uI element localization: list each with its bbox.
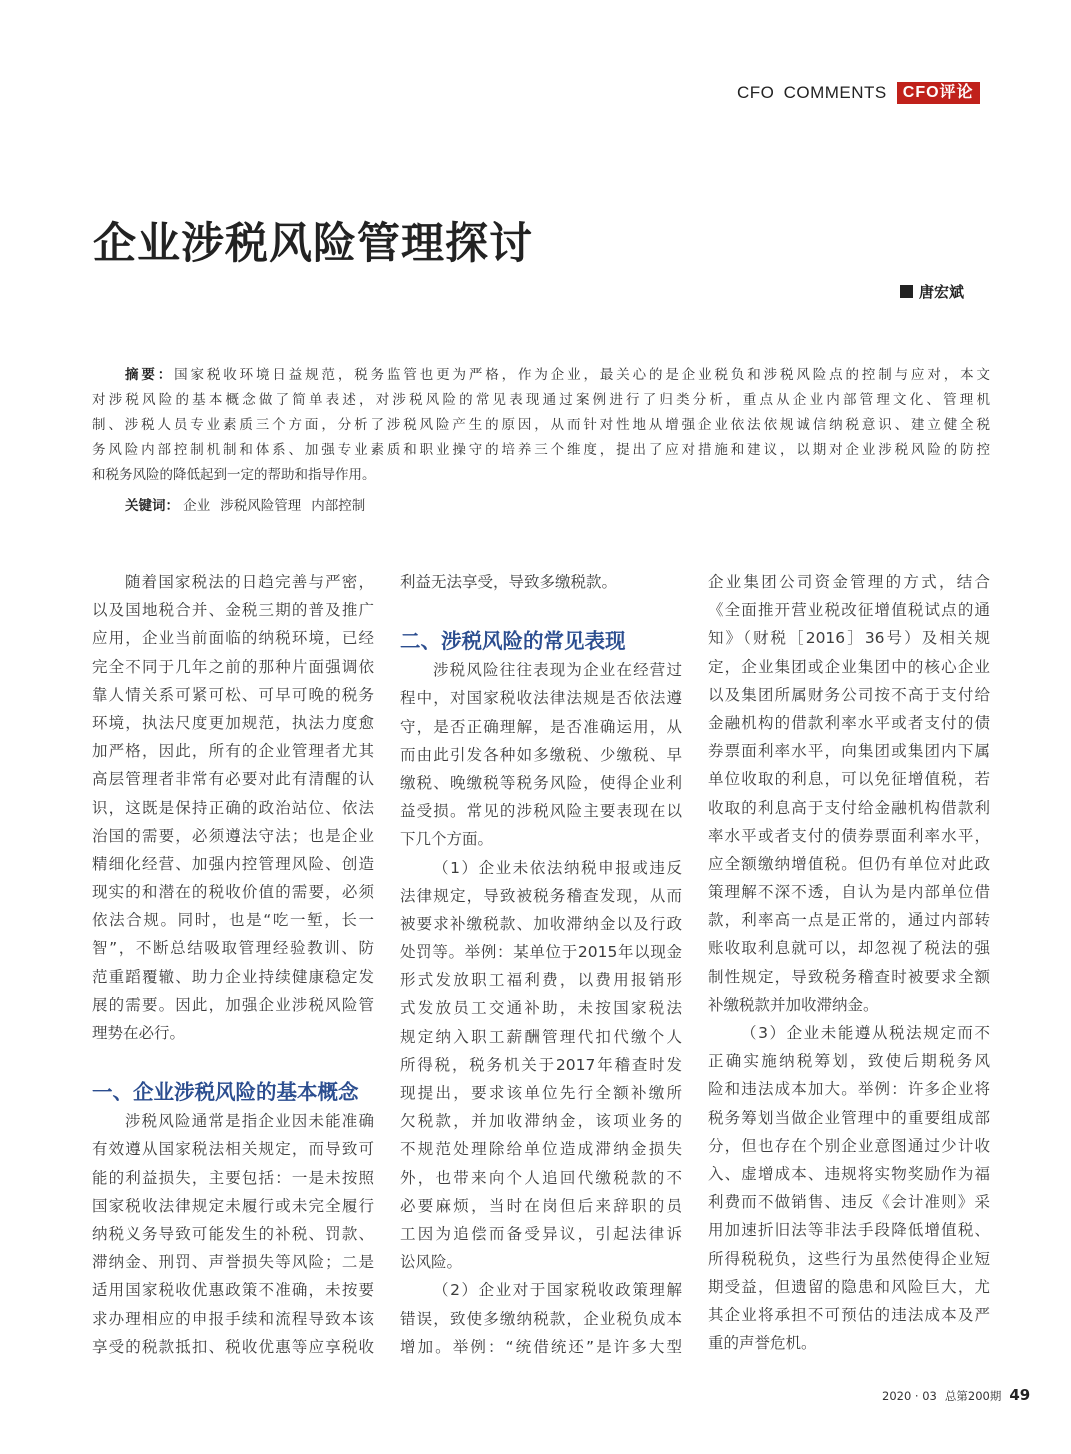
paragraph-line: （1）企业未依法纳税申报或违反: [433, 858, 682, 877]
paragraph-line: 国家税收法律规定未履行或未完全履行: [92, 1196, 374, 1215]
paragraph-line: 程中，对国家税收法律法规是否依法遵: [400, 689, 682, 708]
paragraph-line: 险和违法成本加大。举例：许多企业将: [708, 1080, 990, 1099]
abstract-line: [92, 413, 990, 438]
abstract-text: 和税务风险的降低起到一定的帮助和指导作用。: [92, 467, 376, 483]
keywords-label: 关键词：: [125, 498, 179, 514]
paragraph-line: 入、虚增成本、违规将实物奖励作为福: [708, 1164, 990, 1183]
paragraph-line: 应全额缴纳增值税。但仍有单位对此政: [708, 854, 990, 873]
paragraph-line: 利益无法享受，导致多缴税款。: [400, 573, 618, 591]
abstract-text: 国家税收环境日益规范，税务监管也更为严格，作为企业，最关心的是企业税负和涉税风险点的控制与应对，本文: [174, 367, 990, 383]
paragraph-line: 现提出，要求该单位先行全额补缴所: [400, 1084, 682, 1102]
article-title: 企业涉税风险管理探讨: [93, 219, 533, 269]
paragraph-line: 依法合规。同时，也是“吃一堑，长一: [92, 911, 374, 930]
paragraph-line: 分，但也存在个别企业意图通过少计收: [708, 1136, 990, 1155]
body-column-1: [92, 568, 374, 1361]
paragraph-line: 必要麻烦，当时在岗但后来辞职的员: [400, 1196, 682, 1215]
section-badge: CFO评论: [897, 82, 980, 104]
paragraph-line: 欠税款，并加收滞纳金，该项业务的: [400, 1112, 682, 1131]
keyword: 涉税风险管理: [220, 498, 302, 514]
paragraph-line: 求办理相应的申报手续和流程导致本该: [92, 1309, 374, 1328]
issue-date: 2020 · 03: [882, 1389, 937, 1403]
paragraph-line: 展的需要。因此，加强企业涉税风险管: [92, 995, 374, 1014]
paragraph-line: 范重蹈覆辙、助力企业持续健康稳定发: [92, 967, 374, 986]
paragraph-line: 《全面推开营业税改征增值税试点的通: [708, 601, 990, 620]
paragraph-line: 用加速折旧法等非法手段降低增值税、: [708, 1221, 990, 1240]
paragraph-line: 被要求补缴税款、加收滞纳金以及行政: [400, 914, 682, 933]
paragraph-line: 期受益，但遗留的隐患和风险巨大，尤: [708, 1277, 990, 1296]
paragraph-line: 增加。举例：“统借统还”是许多大型: [400, 1337, 682, 1356]
total-issue: 总第200期: [944, 1389, 1002, 1403]
abstract-text: 务风险内部控制机制和体系、加强专业素质和职业操守的培养三个维度，提出了应对措施和建议，以期对企业涉税风险的防控: [92, 442, 990, 458]
section-heading: 二、涉税风险的常见表现: [400, 629, 626, 654]
paragraph-line: 处罚等。举例：某单位于2015年以现金: [400, 943, 682, 962]
keyword: 内部控制: [311, 498, 366, 514]
paragraph-line: 应用，企业当前面临的纳税环境，已经: [92, 629, 374, 648]
paragraph-line: 形式发放职工福利费，以费用报销形: [400, 971, 682, 990]
paragraph-line: 滞纳金、刑罚、声誉损失等风险；二是: [92, 1253, 374, 1272]
keywords: [125, 494, 375, 519]
author-name: 唐宏斌: [919, 283, 965, 301]
paragraph-line: 有效遵从国家税法相关规定，而导致可: [92, 1140, 374, 1159]
paragraph-line: 纳税义务导致可能发生的补税、罚款、: [92, 1224, 374, 1243]
paragraph-line: 益受损。常见的涉税风险主要表现在以: [400, 802, 682, 821]
paragraph-line: 式发放员工交通补助，未按国家税法: [400, 999, 682, 1018]
paragraph-line: 以及集团所属财务公司按不高于支付给: [708, 685, 990, 704]
paragraph-line: 适用国家税收优惠政策不准确，未按要: [92, 1281, 374, 1300]
paragraph-line: 单位收取的利息，可以免征增值税，若: [708, 770, 990, 789]
body-column-2: [400, 568, 682, 1361]
paragraph-line: 完全不同于几年之前的那种片面强调依: [92, 657, 374, 676]
paragraph-line: 工因为追偿而备受异议，引起法律诉: [400, 1224, 682, 1243]
paragraph-line: 智”，不断总结吸取管理经验教训、防: [92, 939, 374, 958]
paragraph-line: 率水平或者支付的债券票面利率水平，: [708, 826, 990, 845]
paragraph-line: 现实的和潜在的税收价值的需要，必须: [92, 883, 374, 902]
paragraph-line: 涉税风险通常是指企业因未能准确: [125, 1112, 374, 1131]
paragraph-line: 随着国家税法的日趋完善与严密，: [125, 573, 374, 591]
running-head: [737, 82, 980, 104]
paragraph-line: 靠人情关系可紧可松、可早可晚的税务: [92, 685, 374, 704]
paragraph-line: 识，这既是保持正确的政治站位、依法: [92, 798, 374, 817]
paragraph-line: 知》（财税［2016］36号）及相关规: [708, 629, 990, 648]
paragraph-line: 能的利益损失，主要包括：一是未按照: [92, 1168, 374, 1187]
paragraph-line: 加严格，因此，所有的企业管理者尤其: [92, 742, 374, 761]
paragraph-line: 利费而不做销售、违反《会计准则》采: [708, 1193, 990, 1212]
paragraph-line: 以及国地税合并、金税三期的普及推广: [92, 601, 374, 620]
paragraph-line: 享受的税款抵扣、税收优惠等应享税收: [92, 1337, 374, 1356]
paragraph-line: 错误，致使多缴纳税款，企业税负成本: [400, 1309, 682, 1328]
paragraph-line: 治国的需要，必须遵法守法；也是企业: [92, 826, 374, 845]
keyword: 企业: [183, 498, 211, 514]
paragraph-line: 涉税风险往往表现为企业在经营过: [433, 661, 682, 680]
paragraph-line: 外，也带来向个人追回代缴税款的不: [400, 1168, 682, 1187]
section-heading: 一、企业涉税风险的基本概念: [92, 1080, 359, 1105]
section-name-en: CFO COMMENTS: [737, 83, 887, 102]
abstract-line: [92, 388, 990, 413]
paragraph-line: 金融机构的借款利率水平或者支付的债: [708, 713, 990, 732]
paragraph-line: 所得税税负，这些行为虽然使得企业短: [708, 1249, 990, 1268]
abstract-line: [92, 463, 990, 488]
paragraph-line: （2）企业对于国家税收政策理解: [433, 1281, 682, 1300]
paragraph-line: 企业集团公司资金管理的方式，结合: [708, 573, 990, 591]
paragraph-line: 守，是否正确理解，是否准确运用，从: [400, 717, 682, 736]
paragraph-line: 所得税，税务机关于2017年稽查时发: [400, 1055, 682, 1074]
paragraph-line: 正确实施纳税筹划，致使后期税务风: [708, 1052, 990, 1071]
paragraph-line: 策理解不深不透，自认为是内部单位借: [708, 883, 990, 902]
paragraph-line: 缴税、晚缴税等税务风险，使得企业利: [400, 773, 682, 792]
abstract-label: 摘要：: [125, 367, 175, 383]
paragraph-line: 理势在必行。: [92, 1024, 186, 1042]
paragraph-line: 讼风险。: [400, 1253, 463, 1272]
paragraph-line: 环境，执法尺度更加规范，执法力度愈: [92, 713, 374, 732]
author-byline: [900, 281, 964, 302]
paragraph-line: 账收取利息就可以，却忽视了税法的强: [708, 939, 990, 958]
page-footer: [882, 1386, 1030, 1404]
paragraph-line: 券票面利率水平，向集团或集团内下属: [708, 742, 990, 761]
paragraph-line: 款，利率高一点是正常的，通过内部转: [708, 911, 990, 930]
paragraph-line: 重的声誉危机。: [708, 1334, 817, 1353]
paragraph-line: 制性规定，导致税务稽查时被要求全额: [708, 967, 990, 986]
paragraph-line: 不规范处理除给单位造成滞纳金损失: [400, 1140, 682, 1159]
paragraph-line: 高层管理者非常有必要对此有清醒的认: [92, 770, 374, 789]
paragraph-line: 税务筹划当做企业管理中的重要组成部: [708, 1108, 990, 1127]
abstract-text: 对涉税风险的基本概念做了简单表述，对涉税风险的常见表现通过案例进行了归类分析，重点从企业内部管理文化、管理机: [92, 392, 990, 408]
abstract-line: [92, 438, 990, 463]
paragraph-line: 其企业将承担不可预估的违法成本及严: [708, 1305, 990, 1324]
paragraph-line: 收取的利息高于支付给金融机构借款利: [708, 798, 990, 817]
paragraph-line: 精细化经营、加强内控管理风险、创造: [92, 854, 374, 873]
abstract: [92, 363, 990, 488]
paragraph-line: （3）企业未能遵从税法规定而不: [741, 1024, 990, 1042]
paragraph-line: 定，企业集团或企业集团中的核心企业: [708, 657, 990, 676]
paragraph-line: 法律规定，导致被税务稽查发现，从而: [400, 886, 682, 905]
paragraph-line: 规定纳入职工薪酬管理代扣代缴个人: [400, 1027, 682, 1046]
abstract-line: [92, 363, 990, 388]
page-number: 49: [1009, 1386, 1031, 1404]
body-column-3: [708, 568, 990, 1357]
square-bullet-icon: [900, 285, 913, 298]
paragraph-line: 补缴税款并加收滞纳金。: [708, 995, 879, 1014]
paragraph-line: 下几个方面。: [400, 830, 494, 849]
paragraph-line: 而由此引发各种如多缴税、少缴税、早: [400, 745, 682, 764]
abstract-text: 制、涉税人员专业素质三个方面，分析了涉税风险产生的原因，从而针对性地从增强企业依法依规诚信纳税意识、建立健全税: [92, 417, 990, 433]
